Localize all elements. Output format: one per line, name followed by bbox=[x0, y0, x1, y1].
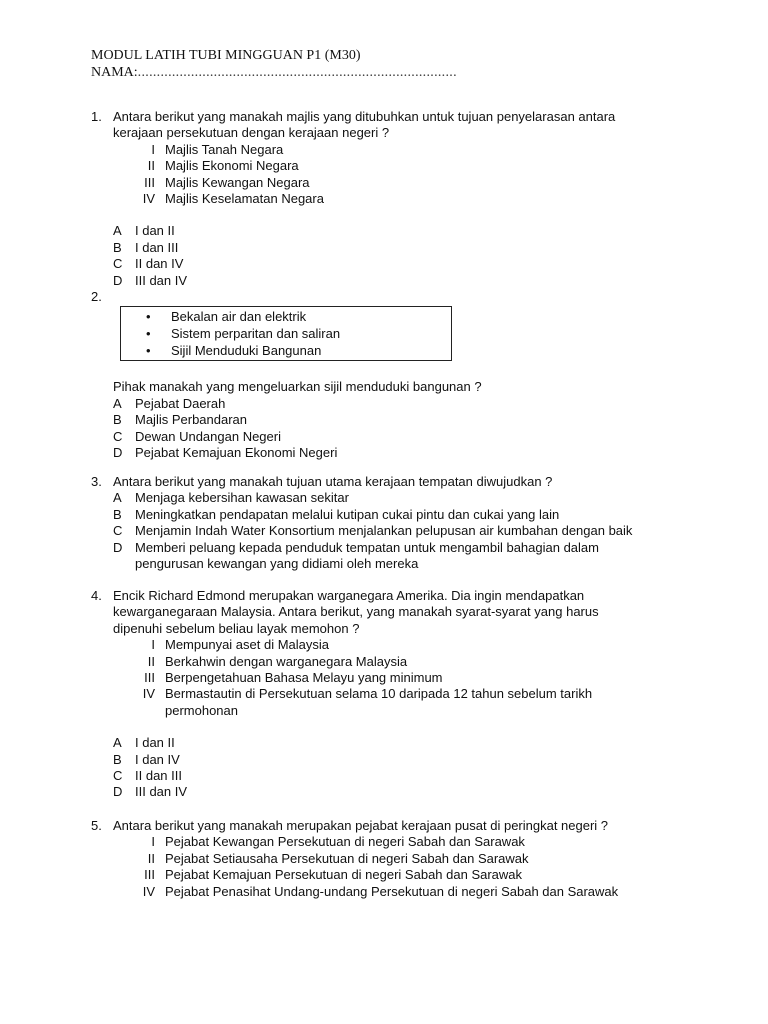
box-item bbox=[121, 308, 451, 325]
roman-numeral: III bbox=[144, 867, 155, 883]
statement-text-continued: permohonan bbox=[165, 702, 238, 718]
roman-numeral: IV bbox=[142, 883, 155, 899]
roman-numeral: III bbox=[144, 174, 155, 190]
question-text-line: Antara berikut yang manakah tujuan utama kerajaan tempatan diwujudkan ? bbox=[113, 474, 553, 489]
answer-option-c bbox=[91, 256, 751, 272]
option-letter: B bbox=[113, 751, 122, 767]
statement-item bbox=[91, 884, 751, 900]
name-line bbox=[91, 64, 457, 81]
bullet-icon: • bbox=[146, 343, 151, 359]
question-text-line: Antara berikut yang manakah majlis yang ditubuhkan untuk tujuan penyelarasan antara bbox=[113, 109, 616, 124]
question-text-line: Encik Richard Edmond merupakan warganegara Amerika. Dia ingin mendapatkan bbox=[113, 588, 585, 603]
statement-item bbox=[91, 175, 751, 191]
box-item-text: Bekalan air dan elektrik bbox=[171, 309, 307, 325]
roman-numeral: I bbox=[151, 637, 155, 653]
worksheet-header bbox=[91, 47, 457, 81]
name-dots: .................................................................................... bbox=[137, 65, 457, 80]
roman-numeral: II bbox=[147, 158, 155, 174]
option-letter: A bbox=[113, 395, 122, 411]
option-text: Majlis Perbandaran bbox=[135, 412, 248, 428]
statement-text: Pejabat Kewangan Persekutuan di negeri Sabah dan Sarawak bbox=[165, 834, 525, 850]
question-number: 4. bbox=[91, 588, 102, 603]
answer-option-a bbox=[91, 490, 751, 506]
question-number: 1. bbox=[91, 109, 102, 124]
statement-item bbox=[91, 686, 751, 719]
statement-item bbox=[91, 191, 751, 207]
statement-text: Pejabat Kemajuan Persekutuan di negeri Sabah dan Sarawak bbox=[165, 867, 523, 883]
option-text: Menjamin Indah Water Konsortium menjalankan pelupusan air kumbahan dengan baik bbox=[135, 523, 633, 539]
option-text: Pejabat Daerah bbox=[135, 395, 226, 411]
bullet-icon: • bbox=[146, 326, 151, 342]
question-1 bbox=[91, 109, 751, 289]
option-text-continued: pengurusan kewangan yang didiami oleh mereka bbox=[135, 556, 419, 572]
answer-option-c bbox=[91, 523, 751, 539]
option-letter: C bbox=[113, 768, 123, 784]
option-text: Dewan Undangan Negeri bbox=[135, 428, 281, 444]
answer-option-d bbox=[91, 273, 751, 289]
option-text: II dan III bbox=[135, 768, 182, 784]
option-letter: D bbox=[113, 784, 123, 800]
box-item bbox=[121, 342, 451, 359]
roman-numeral: IV bbox=[142, 191, 155, 207]
statement-text: Mempunyai aset di Malaysia bbox=[165, 637, 330, 653]
answer-option-a bbox=[91, 396, 751, 412]
option-text: I dan IV bbox=[135, 751, 180, 767]
option-letter: B bbox=[113, 506, 122, 522]
question-text-line: Antara berikut yang manakah merupakan pejabat kerajaan pusat di peringkat negeri ? bbox=[113, 818, 609, 833]
statement-text: Majlis Tanah Negara bbox=[165, 141, 284, 157]
statement-item bbox=[91, 834, 751, 850]
statement-item bbox=[91, 670, 751, 686]
question-5-text bbox=[91, 818, 751, 834]
option-letter: D bbox=[113, 445, 123, 461]
option-text: Memberi peluang kepada penduduk tempatan untuk mengambil bahagian dalam bbox=[135, 539, 599, 555]
info-box bbox=[120, 306, 452, 361]
question-2-text bbox=[91, 379, 751, 395]
box-item-text: Sistem perparitan dan saliran bbox=[171, 326, 341, 342]
question-4-text bbox=[91, 588, 751, 637]
statement-text: Berkahwin dengan warganegara Malaysia bbox=[165, 653, 408, 669]
answer-option-a bbox=[91, 223, 751, 239]
answer-option-b bbox=[91, 412, 751, 428]
option-letter: C bbox=[113, 428, 123, 444]
question-number: 3. bbox=[91, 474, 102, 489]
statement-item bbox=[91, 158, 751, 174]
question-text-line: kerajaan persekutuan dengan kerajaan negeri ? bbox=[113, 125, 390, 141]
question-1-text bbox=[91, 109, 751, 142]
answer-option-b bbox=[91, 507, 751, 523]
answer-option-c bbox=[91, 768, 751, 784]
roman-numeral: II bbox=[147, 653, 155, 669]
option-text: III dan IV bbox=[135, 272, 188, 288]
box-item bbox=[121, 325, 451, 342]
answer-option-d bbox=[91, 540, 751, 573]
question-number: 2. bbox=[91, 289, 102, 304]
option-letter: D bbox=[113, 539, 123, 555]
bullet-icon: • bbox=[146, 309, 151, 325]
answer-option-c bbox=[91, 429, 751, 445]
answer-option-d bbox=[91, 784, 751, 800]
statement-text: Majlis Kewangan Negara bbox=[165, 174, 310, 190]
statement-text: Pejabat Setiausaha Persekutuan di negeri Sabah dan Sarawak bbox=[165, 850, 529, 866]
question-text-line: dipenuhi sebelum beliau layak memohon ? bbox=[113, 620, 360, 636]
roman-numeral: II bbox=[147, 850, 155, 866]
statement-item bbox=[91, 142, 751, 158]
answer-option-a bbox=[91, 735, 751, 751]
option-letter: C bbox=[113, 256, 123, 272]
roman-numeral: III bbox=[144, 670, 155, 686]
option-text: Pejabat Kemajuan Ekonomi Negeri bbox=[135, 445, 338, 461]
option-letter: B bbox=[113, 412, 122, 428]
question-3 bbox=[91, 474, 751, 572]
option-text: I dan III bbox=[135, 239, 179, 255]
question-5 bbox=[91, 818, 751, 900]
statement-text: Majlis Ekonomi Negara bbox=[165, 158, 299, 174]
roman-numeral: I bbox=[151, 141, 155, 157]
worksheet-title: MODUL LATIH TUBI MINGGUAN P1 (M30) bbox=[91, 48, 361, 63]
option-letter: C bbox=[113, 523, 123, 539]
option-letter: A bbox=[113, 735, 122, 751]
statement-text: Berpengetahuan Bahasa Melayu yang minimum bbox=[165, 670, 443, 686]
statement-item bbox=[91, 654, 751, 670]
roman-numeral: IV bbox=[142, 686, 155, 702]
answer-option-b bbox=[91, 752, 751, 768]
option-text: III dan IV bbox=[135, 784, 188, 800]
option-text: II dan IV bbox=[135, 256, 184, 272]
option-text: I dan II bbox=[135, 223, 175, 239]
answer-option-b bbox=[91, 240, 751, 256]
option-letter: B bbox=[113, 239, 122, 255]
answer-option-d bbox=[91, 445, 751, 461]
statement-text: Bermastautin di Persekutuan selama 10 daripada 12 tahun sebelum tarikh bbox=[165, 686, 593, 702]
statement-text: Pejabat Penasihat Undang-undang Persekutuan di negeri Sabah dan Sarawak bbox=[165, 883, 619, 899]
question-2-number-line bbox=[91, 289, 751, 305]
question-text-line: kewarganegaraan Malaysia. Antara berikut, yang manakah syarat-syarat yang harus bbox=[113, 604, 599, 620]
option-text: Meningkatkan pendapatan melalui kutipan cukai pintu dan cukai yang lain bbox=[135, 506, 560, 522]
question-text-line: Pihak manakah yang mengeluarkan sijil menduduki bangunan ? bbox=[113, 379, 482, 395]
option-text: Menjaga kebersihan kawasan sekitar bbox=[135, 490, 349, 506]
statement-text: Majlis Keselamatan Negara bbox=[165, 191, 324, 207]
option-letter: A bbox=[113, 223, 122, 239]
option-letter: D bbox=[113, 272, 123, 288]
box-item-text: Sijil Menduduki Bangunan bbox=[171, 343, 322, 359]
roman-numeral: I bbox=[151, 834, 155, 850]
question-3-text bbox=[91, 474, 751, 490]
statement-item bbox=[91, 867, 751, 883]
question-2 bbox=[91, 289, 751, 461]
question-number: 5. bbox=[91, 818, 102, 833]
name-label: NAMA: bbox=[91, 65, 138, 80]
statement-item bbox=[91, 851, 751, 867]
statement-item bbox=[91, 637, 751, 653]
question-4 bbox=[91, 588, 751, 801]
option-text: I dan II bbox=[135, 735, 175, 751]
option-letter: A bbox=[113, 490, 122, 506]
